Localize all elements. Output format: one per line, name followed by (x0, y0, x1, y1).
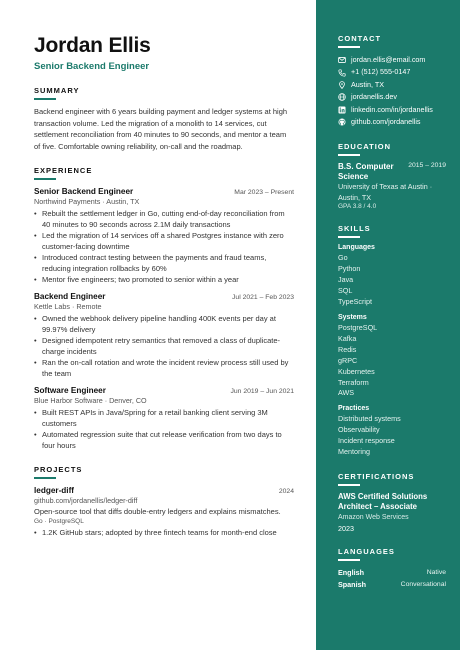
skill-item: Incident response (338, 436, 395, 446)
contact-github[interactable] (338, 116, 446, 128)
project-tech: Go · PostgreSQL (34, 518, 84, 525)
job-company: Kettle Labs · Remote (34, 302, 102, 311)
education-degree: B.S. Computer Science (338, 162, 394, 182)
contact-linkedin[interactable] (338, 104, 446, 116)
job-bullet: • Mentor five engineers; two promoted to senior within a year (34, 274, 294, 285)
job-title: Backend Engineer (34, 292, 106, 301)
section-title-education: EDUCATION (338, 142, 392, 152)
skill-item: Terraform (338, 377, 369, 387)
language-name: English (338, 567, 364, 577)
location-icon (338, 81, 346, 89)
project-description: Open-source tool that diffs double-entry ledgers and explains mismatches. (34, 507, 281, 516)
language-row (338, 567, 446, 579)
contact-text: +1 (512) 555-0147 (351, 67, 411, 77)
skill-group-label: Practices (338, 405, 370, 413)
section-title-contact: CONTACT (338, 34, 382, 43)
job-company: Northwind Payments · Austin, TX (34, 197, 140, 206)
job-bullet: • Rebuilt the settlement ledger in Go, cutting end-of-day reconciliation from 40 minutes to 90 seconds across 2.1M daily transactions (34, 208, 294, 230)
skill-item: Mentoring (338, 447, 370, 457)
certification-year: 2023 (338, 523, 354, 533)
skill-item: PostgreSQL (338, 322, 378, 332)
education-section (338, 142, 446, 210)
section-title-skills: SKILLS (338, 224, 371, 234)
job-entry (34, 187, 294, 285)
github-icon (338, 118, 346, 126)
certification-org: Amazon Web Services (338, 513, 409, 521)
skill-item: Kafka (338, 333, 357, 343)
languages-section (338, 547, 446, 591)
candidate-name: Jordan Ellis (34, 34, 151, 57)
language-row (338, 579, 446, 591)
project-link[interactable]: github.com/jordanellis/ledger-diff (34, 496, 138, 505)
job-title: Senior Backend Engineer (34, 187, 134, 196)
certification-name: AWS Certified Solutions Architect – Associate (338, 491, 428, 512)
job-date: Jul 2021 – Feb 2023 (232, 294, 294, 301)
language-level: Conversational (400, 580, 446, 588)
project-entry (34, 486, 294, 538)
project-bullets (34, 527, 294, 538)
section-rule (34, 98, 56, 100)
summary-section (34, 86, 294, 152)
section-title-projects: PROJECTS (34, 465, 83, 474)
contact-website[interactable] (338, 91, 446, 103)
education-school: University of Texas at Austin · Austin, TX (338, 182, 433, 202)
job-date: Mar 2023 – Present (234, 189, 294, 196)
skill-item: Go (338, 253, 348, 263)
skill-item: Observability (338, 425, 380, 435)
skill-item: Java (338, 275, 354, 285)
skill-item: Distributed systems (338, 414, 401, 424)
job-bullets (34, 208, 294, 285)
section-rule (338, 236, 360, 238)
mail-icon (338, 56, 346, 64)
projects-section (34, 465, 294, 538)
sidebar (316, 0, 460, 650)
job-entry (34, 292, 294, 379)
section-title-certifications: CERTIFICATIONS (338, 471, 415, 481)
section-rule (34, 178, 56, 180)
job-date: Jun 2019 – Jun 2021 (230, 388, 294, 395)
contact-phone[interactable] (338, 66, 446, 78)
skills-section (338, 224, 446, 458)
section-rule (338, 46, 360, 48)
job-bullet: • Led the migration of 14 services off a shared Postgres instance with zero customer-facing downtime (34, 230, 294, 252)
language-name: Spanish (338, 579, 366, 589)
job-bullet: • Designed idempotent retry semantics that removed a class of duplicate-charge incidents (34, 335, 294, 357)
job-bullets (34, 407, 294, 451)
section-title-experience: EXPERIENCE (34, 166, 93, 175)
section-rule (338, 559, 360, 561)
summary-text: Backend engineer with 6 years building payment and ledger systems at high transaction volume. Led the migration of a monolith to 14 services, cut settlement reconciliation from 40 minutes to 90 seconds, and mentor a team of five. Comfortable owning reliability, on-call and the roadmap. (34, 107, 288, 151)
section-title-languages: LANGUAGES (338, 546, 395, 556)
certifications-section (338, 472, 446, 533)
contact-text: Austin, TX (351, 79, 385, 89)
language-level: Native (426, 568, 446, 576)
contact-section (338, 34, 446, 128)
project-year: 2024 (278, 488, 294, 495)
job-bullets (34, 313, 294, 379)
contact-text: github.com/jordanellis (351, 117, 421, 127)
section-rule (338, 484, 360, 486)
skill-item: Kubernetes (338, 366, 375, 376)
job-bullet: • Introduced contract testing between the payments and fraud teams, reducing integration rollbacks by 60% (34, 252, 294, 274)
education-date: 2015 – 2019 (408, 162, 446, 170)
linkedin-icon (338, 106, 346, 114)
job-bullet: • Built REST APIs in Java/Spring for a retail banking client serving 3M customers (34, 407, 294, 429)
contact-email[interactable] (338, 54, 446, 66)
skill-item: gRPC (338, 355, 358, 365)
contact-text: jordanellis.dev (351, 92, 397, 102)
globe-icon (338, 93, 346, 101)
experience-section (34, 166, 294, 451)
skill-item: Redis (338, 344, 357, 354)
candidate-role: Senior Backend Engineer (34, 61, 150, 72)
section-rule (34, 477, 56, 479)
section-title-summary: SUMMARY (34, 86, 80, 95)
contact-location (338, 79, 446, 91)
job-bullet: • Ran the on-call rotation and wrote the incident review process still used by the team (34, 357, 294, 379)
contact-text: jordan.ellis@email.com (351, 55, 426, 64)
job-title: Software Engineer (34, 386, 106, 395)
skill-item: AWS (338, 388, 355, 398)
skill-item: TypeScript (338, 297, 372, 307)
project-name: ledger-diff (34, 486, 75, 495)
skill-group-label: Languages (338, 244, 375, 252)
project-bullet: • 1.2K GitHub stars; adopted by three fintech teams for month-end close (34, 527, 294, 538)
education-gpa: GPA 3.8 / 4.0 (338, 203, 377, 211)
contact-text: linkedin.com/in/jordanellis (351, 104, 433, 114)
job-bullet: • Owned the webhook delivery pipeline handling 400K events per day at 99.97% delivery (34, 313, 294, 335)
skill-item: SQL (338, 286, 353, 296)
skill-item: Python (338, 264, 361, 274)
skill-group-label: Systems (338, 313, 367, 321)
section-rule (338, 154, 360, 156)
job-bullet: • Automated regression suite that cut release verification from two days to four hours (34, 429, 294, 451)
job-entry (34, 386, 294, 451)
phone-icon (338, 69, 346, 77)
job-company: Blue Harbor Software · Denver, CO (34, 396, 147, 405)
